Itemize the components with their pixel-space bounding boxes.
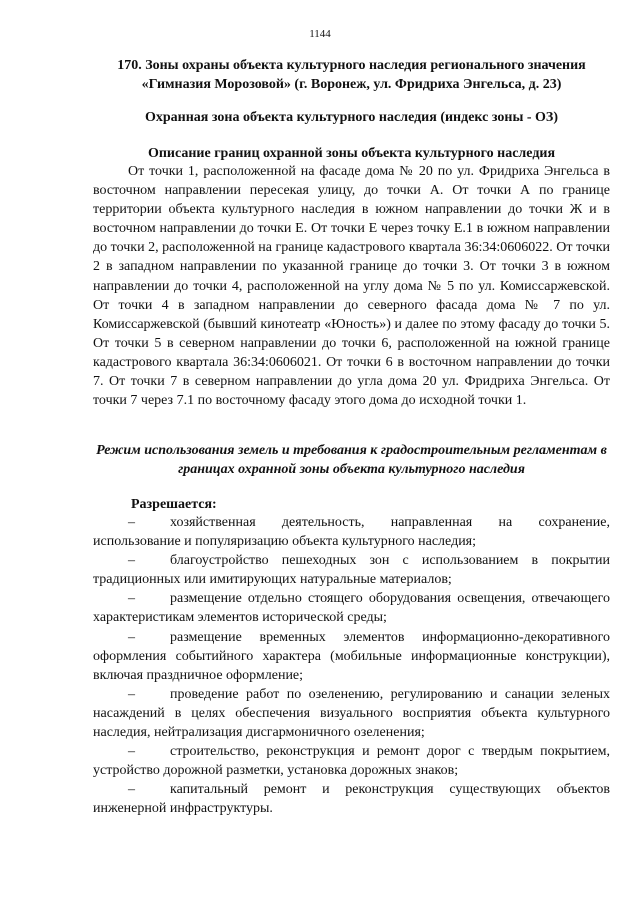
list-item (93, 780, 610, 818)
list-dash: – (128, 553, 135, 569)
regime-heading: Режим использования земель и требования к градостроительным регламентам в границах охранной зоны объекта культурного наследия (96, 443, 607, 477)
list-dash: – (128, 782, 135, 798)
list-item-text: проведение работ по озеленению, регулированию и санации зеленых насаждений в целях обеспечения визуального восприятия объекта культурного наследия, нейтрализация дисгармоничного озеленения; (93, 686, 610, 741)
list-dash: – (128, 515, 135, 530)
zone-heading: Охранная зона объекта культурного наследия (индекс зоны - ОЗ) (145, 110, 558, 125)
list-item-text: капитальный ремонт и реконструкция существующих объектов инженерной инфраструктуры. (93, 782, 610, 817)
boundary-description: От точки 1, расположенной на фасаде дома № 20 по ул. Фридриха Энгельса в восточном направлении пересекая улицу, до точки А. От точки А по границе территории объекта культурного наследия в южном направлении до точки Ж и в восточном направлении до точки Е. От точки Е через точку Е.1 в южном направлении до точки 2, расположенной на границе кадастрового квартала 36:34:0606022. От точки 2 в западном направлении по указанной границе до точки 3. От точки 3 в южном направлении до точки 4, расположенной на углу дома № 5 по ул. Комиссаржевской. От точки 4 в западном направлении до северного фасада дома № 7 по ул. Комиссаржевской (бывший кинотеатр «Юность») и далее по этому фасаду до точки 5. От точки 5 в северном направлении до точки 6, расположенной на южной границе кадастрового квартала 36:34:0606021. От точки 6 в восточном направлении до точки 7. От точки 7 в северном направлении до угла дома 20 ул. Фридриха Энгельса. От точки 7 через 7.1 по восточному фасаду этого дома до исходной точки 1. (93, 164, 610, 409)
list-item (93, 628, 610, 685)
list-item-text: строительство, реконструкция и ремонт дорог с твердым покрытием, устройство дорожной разметки, установка дорожных знаков; (93, 744, 610, 779)
list-item-text: размещение отдельно стоящего оборудования освещения, отвечающего характеристикам элементов исторической среды; (93, 591, 610, 626)
list-dash: – (128, 591, 135, 607)
list-item-text: размещение временных элементов информационно-декоративного оформления событийного характера (мобильные информационные конструкции), включая праздничное оформление; (93, 629, 610, 683)
allowed-list (93, 513, 610, 819)
list-item-text: благоустройство пешеходных зон с использованием в покрытии традиционных или имитирующих натуральные материалов; (93, 553, 610, 588)
document-title: 170. Зоны охраны объекта культурного наследия регионального значения «Гимназия Морозовой» (г. Воронеж, ул. Фридриха Энгельса, д. 23) (117, 58, 586, 92)
list-item (93, 551, 610, 589)
list-item-text: хозяйственная деятельность, направленная на сохранение, использование и популяризацию объекта культурного наследия; (93, 515, 610, 550)
list-dash: – (128, 629, 135, 645)
allowed-label: Разрешается: (131, 497, 217, 512)
list-item (93, 685, 610, 742)
list-dash: – (128, 686, 135, 702)
list-item (93, 513, 610, 551)
list-item (93, 589, 610, 627)
description-heading: Описание границ охранной зоны объекта культурного наследия (147, 146, 556, 161)
list-dash: – (128, 744, 135, 760)
list-item (93, 742, 610, 780)
page-number: 1144 (309, 28, 331, 40)
